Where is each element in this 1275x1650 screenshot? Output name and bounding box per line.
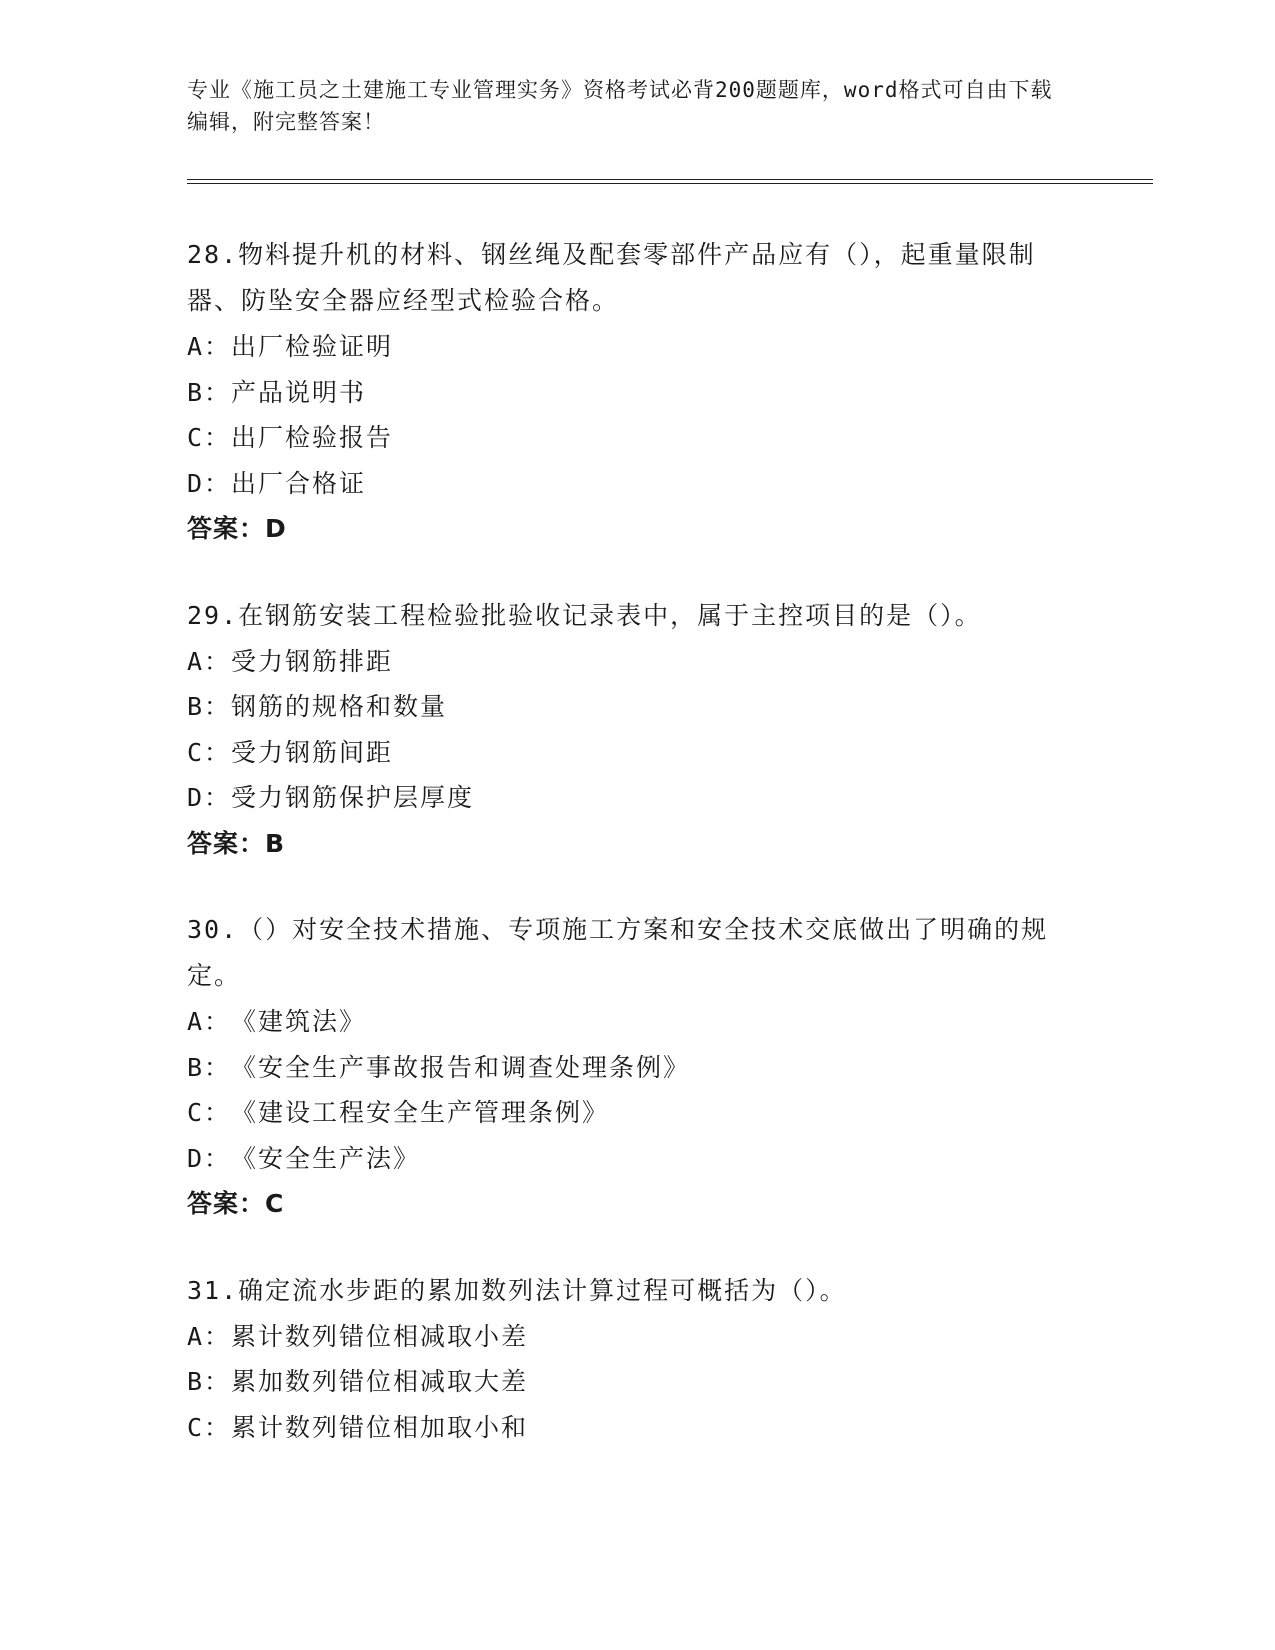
option-c [187,1405,1087,1451]
header-divider-top [187,179,1153,180]
answer-line: 答案：C [187,1189,285,1218]
option-a [187,324,1087,370]
option-letter: C： [187,737,232,767]
option-d [187,1136,1087,1182]
option-letter: B： [187,377,232,407]
question-stem: 31.确定流水步距的累加数列法计算过程可概括为（）。 [187,1275,847,1305]
option-letter: A： [187,1321,232,1351]
option-text: 出厂检验报告 [231,423,394,452]
option-b [187,1359,1087,1405]
option-letter: C： [187,1098,232,1127]
question-29 [187,593,1087,867]
option-text: 《建筑法》 [231,1007,367,1036]
option-b [187,684,1087,730]
option-text: 《安全生产法》 [231,1143,421,1173]
option-text: 受力钢筋间距 [231,737,394,767]
question-stem: 29.在钢筋安装工程检验批验收记录表中，属于主控项目的是（）。 [187,600,982,630]
question-list [187,232,1087,1491]
option-b [187,1045,1087,1091]
option-letter: A： [187,1007,232,1036]
header-divider-bottom [187,183,1153,184]
option-text: 《建设工程安全生产管理条例》 [231,1098,610,1127]
option-d [187,775,1087,821]
option-a [187,999,1087,1045]
option-text: 受力钢筋保护层厚度 [231,783,475,812]
option-c [187,1090,1087,1136]
option-text: 《安全生产事故报告和调查处理条例》 [231,1052,691,1082]
option-a [187,1314,1087,1360]
question-30 [187,907,1087,1227]
question-stem: 28.物料提升机的材料、钢丝绳及配套零部件产品应有（），起重量限制器、防坠安全器应经型式检验合格。 [187,240,1036,315]
option-text: 出厂检验证明 [231,332,394,361]
option-text: 累计数列错位相减取小差 [231,1321,529,1351]
option-letter: D： [187,468,232,498]
option-letter: C： [187,1412,232,1442]
option-letter: D： [187,1143,232,1173]
option-text: 出厂合格证 [231,468,367,498]
option-text: 产品说明书 [231,377,367,407]
option-letter: B： [187,1367,232,1396]
option-letter: B： [187,692,232,721]
option-text: 钢筋的规格和数量 [231,692,448,721]
option-letter: D： [187,783,232,812]
answer-line: 答案：D [187,514,287,543]
option-letter: C： [187,423,232,452]
option-text: 受力钢筋排距 [231,646,394,676]
option-a [187,639,1087,685]
question-28 [187,232,1087,552]
option-letter: A： [187,646,232,676]
option-text: 累加数列错位相减取大差 [231,1367,529,1396]
option-c [187,415,1087,461]
option-letter: B： [187,1052,232,1082]
question-stem: 30.（）对安全技术措施、专项施工方案和安全技术交底做出了明确的规定。 [187,915,1049,990]
option-c [187,730,1087,776]
document-header: 专业《施工员之土建施工专业管理实务》资格考试必背200题题库，word格式可自由下载编辑，附完整答案！ [187,78,1053,134]
option-d [187,461,1087,507]
option-b [187,370,1087,416]
option-text: 累计数列错位相加取小和 [231,1412,529,1442]
answer-line: 答案：B [187,828,286,858]
option-letter: A： [187,332,232,361]
question-31 [187,1268,1087,1451]
